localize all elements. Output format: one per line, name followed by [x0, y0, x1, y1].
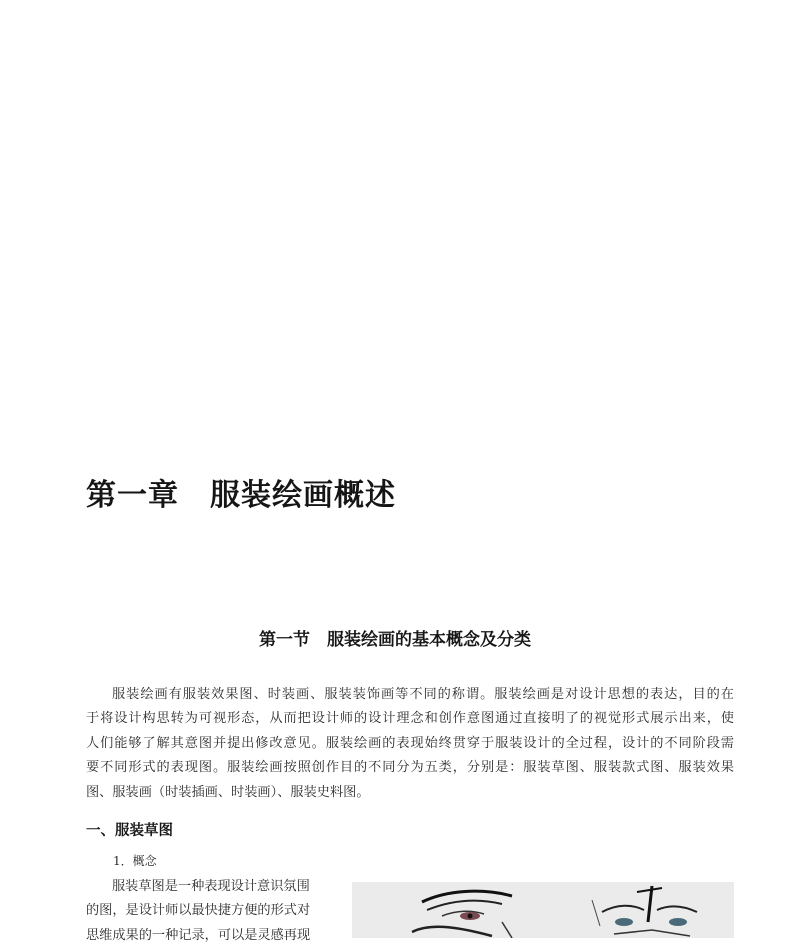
body-paragraph — [86, 875, 336, 948]
body-line: 思维成果的一种记录，可以是灵感再现 — [86, 927, 311, 943]
subsection-heading: 一、服装草图 — [86, 823, 173, 839]
intro-line: 服装绘画有服装效果图、时装画、服装装饰画等不同的称谓。服装绘画是对设计思想的表达，目的在 — [112, 687, 734, 702]
chapter-title: 第一章 服装绘画概述 — [86, 478, 396, 513]
intro-line: 人们能够了解其意图并提出修改意见。服装绘画的表现始终贯穿于服装设计的全过程，设计的不同阶段需 — [86, 735, 734, 751]
sketch-illustration — [352, 882, 734, 938]
intro-paragraph — [86, 683, 734, 805]
intro-line: 要不同形式的表现图。服装绘画按照创作目的不同分为五类，分别是：服装草图、服装款式图、服装效果 — [86, 760, 734, 776]
sketch-illustration-icon — [352, 882, 734, 938]
intro-line: 图、服装画（时装插画、时装画）、服装史料图。 — [86, 784, 370, 800]
body-line: 服装草图是一种表现设计意识氛围 — [112, 879, 310, 894]
body-line: 的图，是设计师以最快捷方便的形式对 — [86, 903, 311, 919]
item-heading: 1．概念 — [113, 854, 157, 868]
section-title: 第一节 服装绘画的基本概念及分类 — [259, 630, 531, 650]
intro-line: 于将设计构思转为可视形态，从而把设计师的设计理念和创作意图通过直接明了的视觉形式展示出来，使 — [86, 711, 734, 727]
